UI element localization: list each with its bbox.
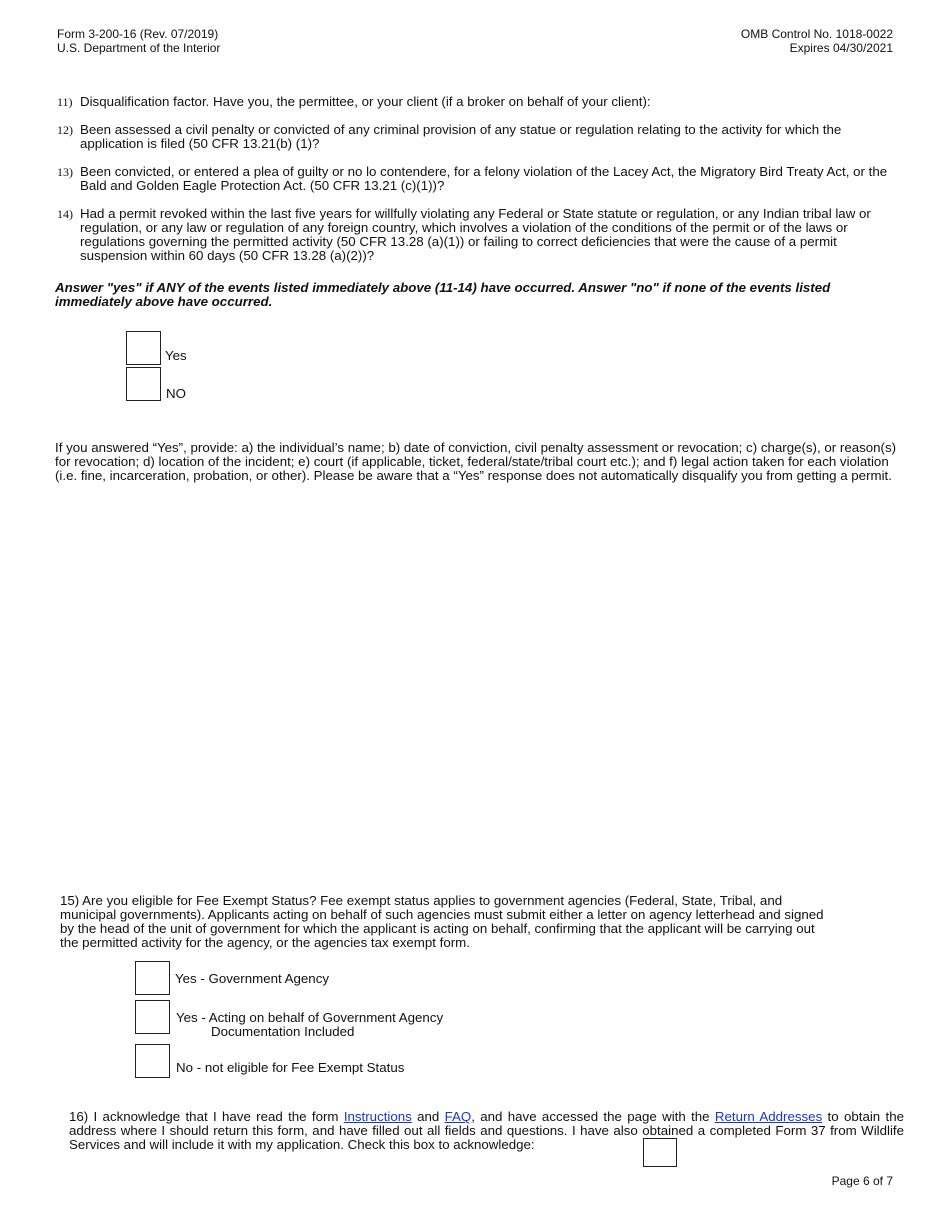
department-name: U.S. Department of the Interior	[57, 41, 221, 55]
fee-exempt-behalf-line2: Documentation Included	[211, 1024, 355, 1039]
form-header-right	[741, 27, 893, 55]
disqualification-yes-checkbox[interactable]	[126, 331, 161, 365]
acknowledge-checkbox[interactable]	[643, 1138, 677, 1167]
answer-instruction-note: Answer "yes" if ANY of the events listed immediately above (11-14) have occurred. Answer "no" if none of the events listed immediately above have occurred.	[55, 280, 831, 309]
question-number: 11)	[57, 95, 73, 109]
q16-text-part4: to obtain the address where I should return this form, and have filled out all fields and questions. I have also obtained a completed Form 37 from Wildlife Services and will include it with my application. Check this box to acknowledge:	[69, 1109, 904, 1152]
disqualification-no-label: NO	[166, 386, 186, 401]
question-15-text: 15) Are you eligible for Fee Exempt Status? Fee exempt status applies to government agencies (Federal, State, Tribal, and municipal governments). Applicants acting on behalf of such agencies must submit either a letter on agency letterhead and signed by the head of the unit of government for which the applicant is acting on behalf, confirming that the applicant will be carrying out the permitted activity for the agency, or the agencies tax exempt form.	[60, 893, 824, 950]
form-header-left	[57, 27, 220, 55]
question-text: Disqualification factor. Have you, the permittee, or your client (if a broker on behalf of your client):	[80, 94, 651, 109]
fee-exempt-government-label: Yes - Government Agency	[175, 971, 329, 986]
instructions-link[interactable]: Instructions	[343, 1109, 412, 1124]
question-16-text	[69, 1110, 904, 1152]
question-13	[57, 165, 897, 193]
q16-text-part1: 16) I acknowledge that I have read the form	[69, 1109, 344, 1124]
q16-text-part3: , and have accessed the page with the	[471, 1109, 715, 1124]
question-text: Had a permit revoked within the last five years for willfully violating any Federal or State statute or regulation, or any Indian tribal law or regulation, or any law or regulation of any foreign country, which involves a violation of the conditions of the permit or of the laws or regulations governing the permitted activity (50 CFR 13.28 (a)(1)) or failing to correct deficiencies that were the cause of a permit suspension within 60 days (50 CFR 13.28 (a)(2))?	[80, 206, 871, 263]
fee-exempt-behalf-label	[176, 1011, 443, 1039]
question-number: 13)	[57, 165, 73, 179]
question-number: 12)	[57, 123, 73, 137]
question-11	[57, 95, 897, 109]
expiration-date: Expires 04/30/2021	[789, 41, 893, 55]
q16-text-part2: and	[411, 1109, 445, 1124]
faq-link[interactable]: FAQ	[444, 1109, 472, 1124]
fee-exempt-behalf-line1: Yes - Acting on behalf of Government Agency	[176, 1010, 444, 1025]
disqualification-yes-label: Yes	[165, 348, 187, 363]
disqualification-no-checkbox[interactable]	[126, 367, 161, 401]
question-number: 14)	[57, 207, 73, 221]
fee-exempt-government-checkbox[interactable]	[135, 961, 170, 995]
form-number: Form 3-200-16 (Rev. 07/2019)	[57, 27, 219, 41]
question-text: Been assessed a civil penalty or convicted of any criminal provision of any statue or regulation relating to the activity for which the application is filed (50 CFR 13.21(b) (1)?	[80, 122, 842, 151]
fee-exempt-no-checkbox[interactable]	[135, 1044, 170, 1078]
question-12	[57, 123, 897, 151]
question-14	[57, 207, 897, 263]
fee-exempt-behalf-checkbox[interactable]	[135, 1000, 170, 1034]
omb-control-number: OMB Control No. 1018-0022	[740, 27, 893, 41]
question-text: Been convicted, or entered a plea of guilty or no lo contendere, for a felony violation of the Lacey Act, the Migratory Bird Treaty Act, or the Bald and Golden Eagle Protection Act. (50 CFR 13.21 (c)(1))?	[80, 164, 888, 193]
yes-response-area[interactable]	[55, 510, 905, 880]
yes-response-instructions: If you answered “Yes”, provide: a) the individual’s name; b) date of conviction, civil penalty assessment or revocation; c) charge(s), or reason(s) for revocation; d) location of the incident; e) court (if applicable, ticket, federal/state/tribal court etc.); and f) legal action taken for each violation (i.e. fine, incarceration, probation, or other). Please be aware that a “Yes” response does not automatically disqualify you from getting a permit.	[55, 440, 897, 483]
page-number: Page 6 of 7	[831, 1174, 893, 1188]
fee-exempt-no-label: No - not eligible for Fee Exempt Status	[176, 1060, 405, 1075]
return-addresses-link[interactable]: Return Addresses	[714, 1109, 823, 1124]
